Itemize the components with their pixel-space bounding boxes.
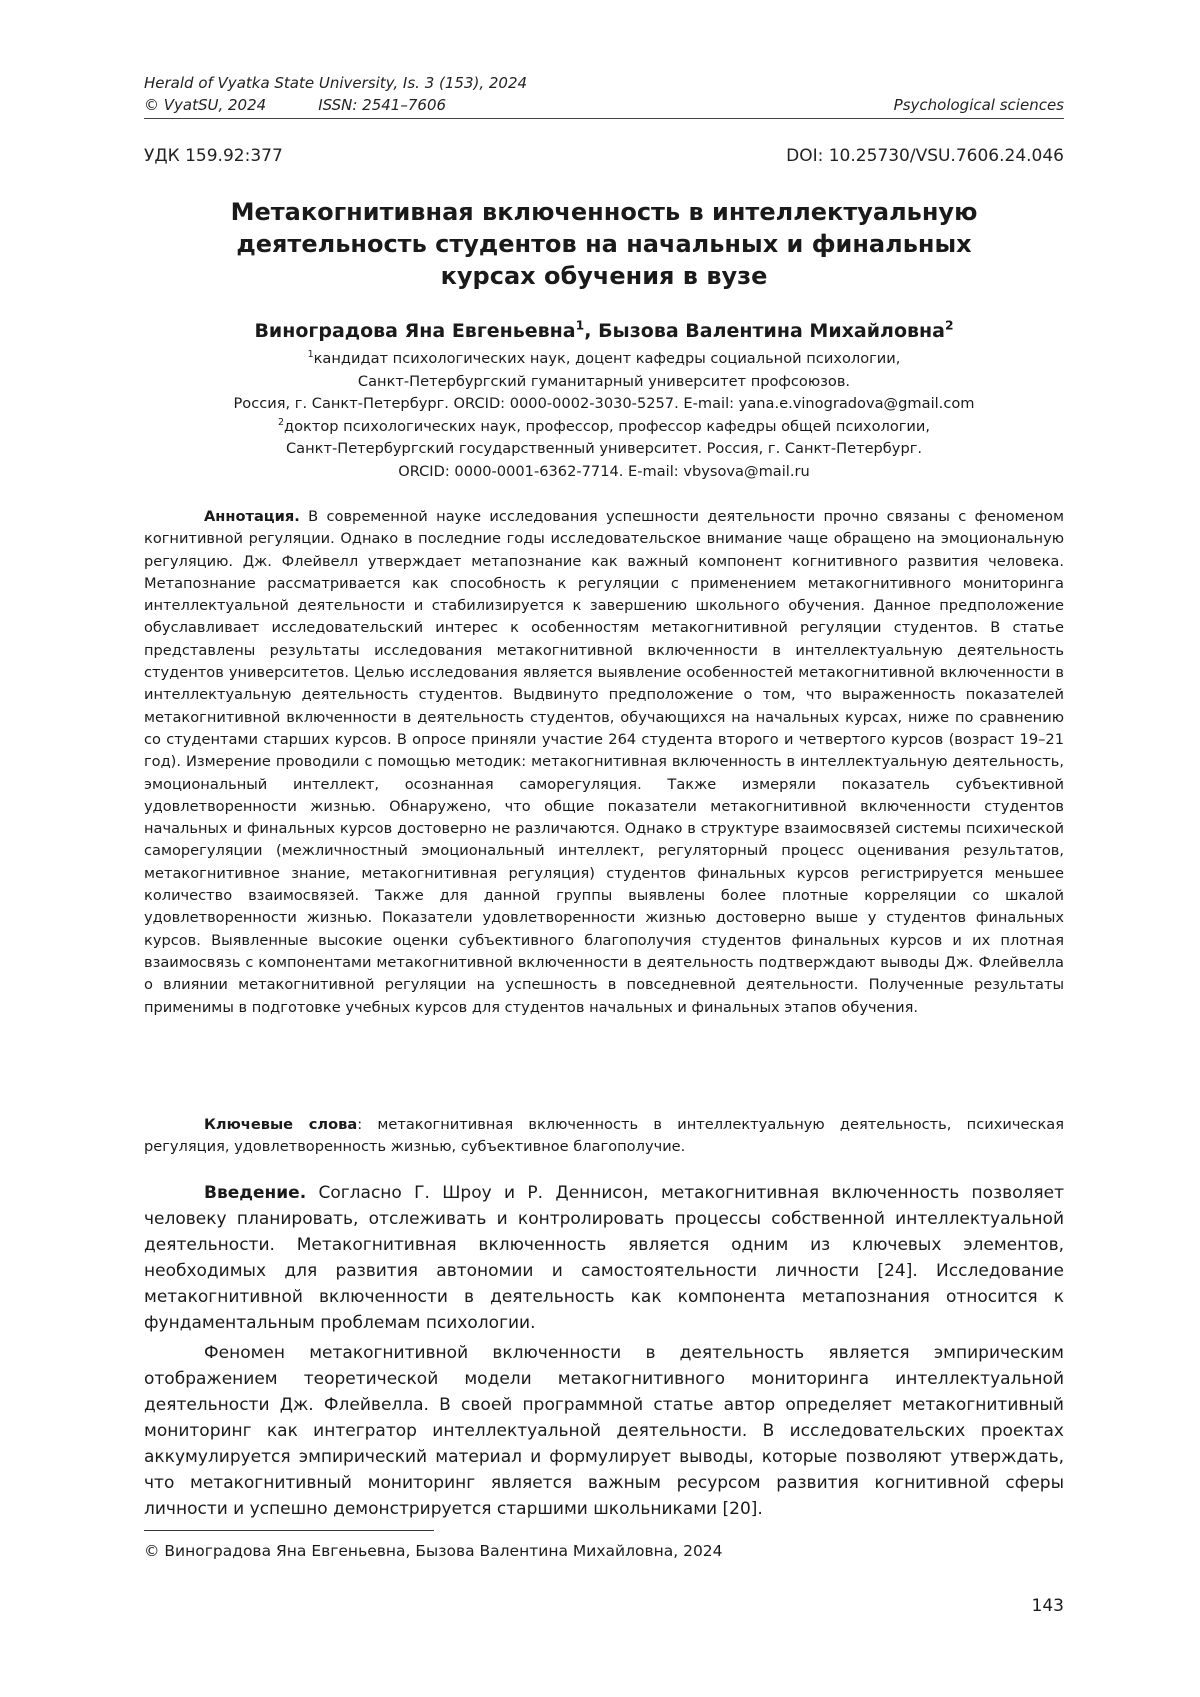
journal-line: Herald of Vyatka State University, Is. 3 (153), 2024 bbox=[144, 74, 528, 92]
abstract-label: Аннотация. bbox=[204, 508, 300, 525]
author-2: Бызова Валентина Михайловна bbox=[598, 320, 945, 342]
header-section: Psychological sciences bbox=[893, 96, 1064, 114]
header-rule bbox=[144, 118, 1064, 119]
authors bbox=[144, 320, 1064, 342]
affiliation-2-line-3: ORCID: 0000-0001-6362-7714. E-mail: vbysova@mail.ru bbox=[398, 462, 810, 480]
author-2-mark: 2 bbox=[944, 318, 954, 333]
header-copyright-issn bbox=[144, 94, 446, 116]
abstract-text: В современной науке исследования успешности деятельности прочно связаны с феноменом когнитивной регуляции. Однако в последние годы исследовательское внимание чаще обращено на эмоциональную регуляцию. Дж. Флейвелл утверждает метапознание как важный компонент когнитивного развития человека. Метапознание рассматривается как способность к регуляции с применением метакогнитивного мониторинга интеллектуальной деятельности и стабилизируется к завершению школьного обучения. Данное предположение обуславливает исследовательский интерес к особенностям метакогнитивной регуляции студентов. В статье представлены результаты исследования метакогнитивной включенности в интеллектуальную деятельность студентов университетов. Целью исследования является выявление особенностей метакогнитивной включенности в интеллектуальную деятельность студентов. Выдвинуто предположение о том, что выраженность показателей метакогнитивной включенности в деятельность студентов, обучающихся на начальных курсах, ниже по сравнению со студентами старших курсов. В опросе приняли участие 264 студента второго и четвертого курсов (возраст 19–21 год). Измерение проводили с помощью методик: метакогнитивная включенность в интеллектуальную деятельность, эмоциональный интеллект, осознанная саморегуляция. Также измеряли показатель субъективной удовлетворенности жизнью. Обнаружено, что общие показатели метакогнитивной включенности студентов начальных и финальных курсов достоверно не различаются. Однако в структуре взаимосвязей системы психической саморегуляции (межличностный эмоциональный интеллект, регуляторный процесс оценивания результатов, метакогнитивное знание, метакогнитивная регуляция) студентов финальных курсов регистрируется меньшее количество взаимосвязей. Также для данной группы выявлены более плотные корреляции со шкалой удовлетворенности жизнью. Показатели удовлетворенности жизнью достоверно выше у студентов финальных курсов. Выявленные высокие оценки субъективного благополучия студентов финальных курсов и их плотная взаимосвязь с компонентами метакогнитивной включенности в деятельность подтверждают выводы Дж. Флейвелла о влиянии метакогнитивной регуляции на успешность в повседневной деятельности. Полученные результаты применимы в подготовке учебных курсов для студентов начальных и финальных этапов обучения. bbox=[144, 508, 1064, 1016]
article-body bbox=[144, 1180, 1064, 1526]
affiliation-2-mark: 2 bbox=[277, 416, 284, 428]
title-line-3: курсах обучения в вузе bbox=[440, 262, 768, 290]
running-header bbox=[144, 72, 1064, 116]
affiliation-1-line-1 bbox=[144, 348, 1064, 371]
affiliation-1-mark: 1 bbox=[307, 349, 314, 361]
footnote-rule bbox=[144, 1530, 434, 1531]
article-title bbox=[144, 196, 1064, 292]
author-separator: , bbox=[584, 320, 599, 342]
intro-text: Согласно Г. Шроу и Р. Деннисон, метакогнитивная включенность позволяет человеку планировать, отслеживать и контролировать процессы собственной интеллектуальной деятельности. Метакогнитивная включенность является одним из ключевых элементов, необходимых для развития автономии и самостоятельности личности [24]. Исследование метакогнитивной включенности в деятельность как компонента метапознания относится к фундаментальным проблемам психологии. bbox=[144, 1183, 1064, 1333]
affiliation-1-text: кандидат психологических наук, доцент кафедры социальной психологии, bbox=[313, 350, 901, 367]
header-issn: ISSN: 2541–7606 bbox=[318, 96, 447, 114]
author-1: Виноградова Яна Евгеньевна bbox=[254, 320, 576, 342]
meta-line bbox=[144, 146, 1064, 166]
affiliation-2-line-2: Санкт-Петербургский государственный университет. Россия, г. Санкт-Петербург. bbox=[285, 440, 923, 458]
abstract bbox=[144, 506, 1064, 1019]
keywords-label: Ключевые слова bbox=[204, 1116, 358, 1133]
affiliation-1-line-2: Санкт-Петербургский гуманитарный университет профсоюзов. bbox=[357, 372, 851, 390]
keywords-text: : метакогнитивная включенность в интеллектуальную деятельность, психическая регуляция, удовлетворенность жизнью, субъективное благополучие. bbox=[144, 1116, 1064, 1156]
affiliation-2-text: доктор психологических наук, профессор, профессор кафедры общей психологии, bbox=[284, 417, 931, 435]
keywords bbox=[144, 1114, 1064, 1159]
header-line-2 bbox=[144, 94, 1064, 116]
affiliation-2-line-1 bbox=[144, 416, 1064, 439]
title-line-2: деятельность студентов на начальных и финальных bbox=[236, 230, 972, 258]
intro-label: Введение. bbox=[204, 1183, 307, 1203]
title-line-1: Метакогнитивная включенность в интеллектуальную bbox=[230, 198, 978, 226]
copyright-footnote: © Виноградова Яна Евгеньевна, Бызова Валентина Михайловна, 2024 bbox=[144, 1542, 723, 1560]
udc-code: УДК 159.92:377 bbox=[144, 146, 283, 166]
affiliation-1-line-3: Россия, г. Санкт-Петербург. ORCID: 0000-0002-3030-5257. E-mail: yana.e.vinogradova@gmail.com bbox=[233, 395, 975, 413]
author-1-mark: 1 bbox=[575, 318, 585, 333]
doi[interactable]: DOI: 10.25730/VSU.7606.24.046 bbox=[786, 146, 1064, 166]
header-copyright: © VyatSU, 2024 bbox=[144, 96, 267, 114]
intro-paragraph bbox=[144, 1180, 1064, 1336]
body-paragraph-2: Феномен метакогнитивной включенности в деятельность является эмпирическим отображением теоретической модели метакогнитивного мониторинга интеллектуальной деятельности Дж. Флейвелла. В своей программной статье автор определяет метакогнитивный мониторинг как интегратор интеллектуальной деятельности. В исследовательских проектах аккумулируется эмпирический материал и формулирует выводы, которые позволяют утверждать, что метакогнитивный мониторинг является важным ресурсом развития когнитивной сферы личности и успешно демонстрируется старшими школьниками [20]. bbox=[144, 1343, 1064, 1519]
affiliations bbox=[144, 348, 1064, 484]
page-number: 143 bbox=[1031, 1596, 1064, 1616]
